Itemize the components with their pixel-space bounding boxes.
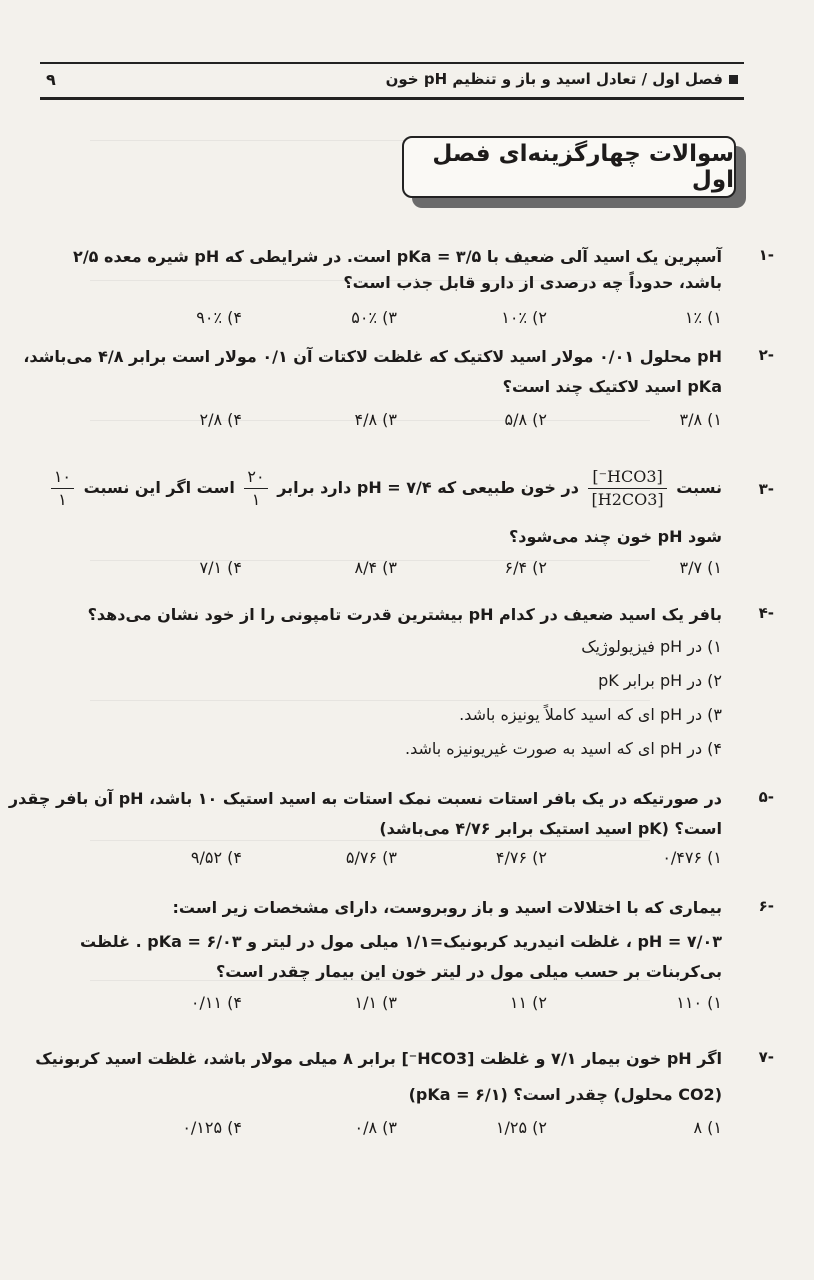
question-number: -۲ <box>758 346 774 364</box>
option[interactable]: ۲) ۱/۲۵ <box>495 1118 547 1137</box>
option[interactable]: ۴) در pH ای که اسید به صورت غیریونیزه باشد. <box>404 739 722 758</box>
options-row <box>60 993 722 1019</box>
option[interactable]: ۱) ۳/۸ <box>679 410 722 429</box>
option[interactable]: ۴) ۷/۱ <box>199 558 242 577</box>
question-text: آسپرین یک اسید آلی ضعیف با pKa = ۳/۵ است. در شرایطی که pH شیره معده ۲/۵ <box>73 247 722 266</box>
question-text: (CO2 محلول) چقدر است؟ (pKa = ۶/۱) <box>408 1085 722 1104</box>
question-text: است؟ (pK اسید استیک برابر ۴/۷۶ می‌باشد) <box>379 819 722 838</box>
option[interactable]: ۱) ۱٪ <box>684 308 722 327</box>
options-row <box>60 848 722 874</box>
question-text: بی‌کربنات بر حسب میلی مول در لیتر خون این بیمار چقدر است؟ <box>215 962 722 981</box>
question-5 <box>8 786 774 886</box>
question-text: در صورتیکه در یک بافر استات نسبت نمک استات به اسید استیک ۱۰ باشد، pH آن بافر چقدر <box>8 789 722 808</box>
question-2 <box>23 344 774 444</box>
ratio-fraction: $\frac{۲۰}{۱}$ <box>244 466 267 511</box>
question-number: -۳ <box>758 480 774 498</box>
header-rule-bottom <box>40 97 744 100</box>
options-row <box>60 558 722 584</box>
question-1 <box>40 244 774 344</box>
question-number: -۴ <box>758 604 774 622</box>
question-text: pH محلول ۰/۰۱ مولار اسید لاکتیک که غلظت لاکتات آن ۰/۱ مولار است برابر ۴/۸ می‌باشد، <box>23 347 722 366</box>
chapter-title: فصل اول / تعادل اسید و باز و تنظیم pH خون <box>385 70 723 88</box>
option[interactable]: ۳) ۵/۷۶ <box>345 848 397 867</box>
ratio-fraction: $\frac{۱۰}{۱}$ <box>51 466 74 511</box>
options-row <box>60 1118 722 1144</box>
question-text: اگر pH خون بیمار ۷/۱ و غلظت [HCO3⁻] برابر ۸ میلی مولار باشد، غلظت اسید کربونیک <box>35 1049 722 1068</box>
option[interactable]: ۴) ۰/۱۱ <box>190 993 242 1012</box>
question-text: بیماری که با اختلالات اسید و باز روبروست، دارای مشخصات زیر است: <box>172 898 722 917</box>
option[interactable]: ۲) ۶/۴ <box>504 558 547 577</box>
question-text: pH = ۷/۰۳ ، غلظت انیدرید کربونیک=۱/۱ میلی مول در لیتر و pKa = ۶/۰۳ . غلظت <box>80 932 722 951</box>
option[interactable]: ۲) در pH برابر pK <box>598 671 722 690</box>
question-number: -۶ <box>758 897 774 915</box>
option[interactable]: ۱) ۱۱۰ <box>676 993 722 1012</box>
option[interactable]: ۱) ۳/۷ <box>679 558 722 577</box>
question-number: -۱ <box>758 246 774 264</box>
ratio-fraction: $\frac{\text{[HCO3⁻]}}{[H2CO3]}$ <box>588 466 666 511</box>
option[interactable]: ۳) ۰/۸ <box>354 1118 397 1137</box>
option[interactable]: ۲) ۵/۸ <box>504 410 547 429</box>
question-number: -۵ <box>758 788 774 806</box>
header-rule-top <box>40 62 744 64</box>
option[interactable]: ۱) در pH فیزیولوژیک <box>581 637 722 656</box>
option[interactable]: ۲) ۱۰٪ <box>501 308 547 327</box>
option[interactable]: ۴) ۹۰٪ <box>196 308 242 327</box>
page-number: ۹ <box>46 70 56 89</box>
option[interactable]: ۱) ۸ <box>693 1118 722 1137</box>
section-title: سوالات چهارگزینه‌ای فصل اول <box>432 141 734 193</box>
question-3 <box>40 458 774 588</box>
option[interactable]: ۴) ۹/۵۲ <box>190 848 242 867</box>
question-text: باشد، حدوداً چه درصدی از دارو قابل جذب است؟ <box>343 273 722 292</box>
option[interactable]: ۳) ۸/۴ <box>354 558 397 577</box>
question-text: نسبت $\frac{\text{[HCO3⁻]}}{[H2CO3]}$ در خون طبیعی که pH = ۷/۴ دارد برابر $\frac{۲۰}{۱}$ است اگر این نسبت $\frac{۱۰}{۱}$ <box>54 458 722 518</box>
question-text: بافر یک اسید ضعیف در کدام pH بیشترین قدرت تامپونی را از خود نشان می‌دهد؟ <box>87 605 722 624</box>
question-number: -۷ <box>758 1048 774 1066</box>
question-7 <box>35 1046 774 1156</box>
question-text: شود pH خون چند می‌شود؟ <box>509 527 722 546</box>
options-row <box>60 410 722 436</box>
option[interactable]: ۳) ۴/۸ <box>354 410 397 429</box>
option[interactable]: ۳) در pH ای که اسید کاملاً یونیزه باشد. <box>459 705 722 724</box>
page-header <box>40 66 744 96</box>
section-title-box <box>402 136 736 198</box>
square-bullet-icon <box>729 75 738 84</box>
option[interactable]: ۳) ۱/۱ <box>354 993 397 1012</box>
question-6 <box>40 895 774 1015</box>
options-row <box>60 308 722 334</box>
option[interactable]: ۴) ۲/۸ <box>199 410 242 429</box>
option[interactable]: ۱) ۰/۴۷۶ <box>662 848 722 867</box>
question-4 <box>40 602 774 762</box>
option[interactable]: ۲) ۴/۷۶ <box>495 848 547 867</box>
question-text: pKa اسید لاکتیک چند است؟ <box>502 377 722 396</box>
option[interactable]: ۲) ۱۱ <box>509 993 547 1012</box>
option[interactable]: ۳) ۵۰٪ <box>351 308 397 327</box>
option[interactable]: ۴) ۰/۱۲۵ <box>182 1118 242 1137</box>
